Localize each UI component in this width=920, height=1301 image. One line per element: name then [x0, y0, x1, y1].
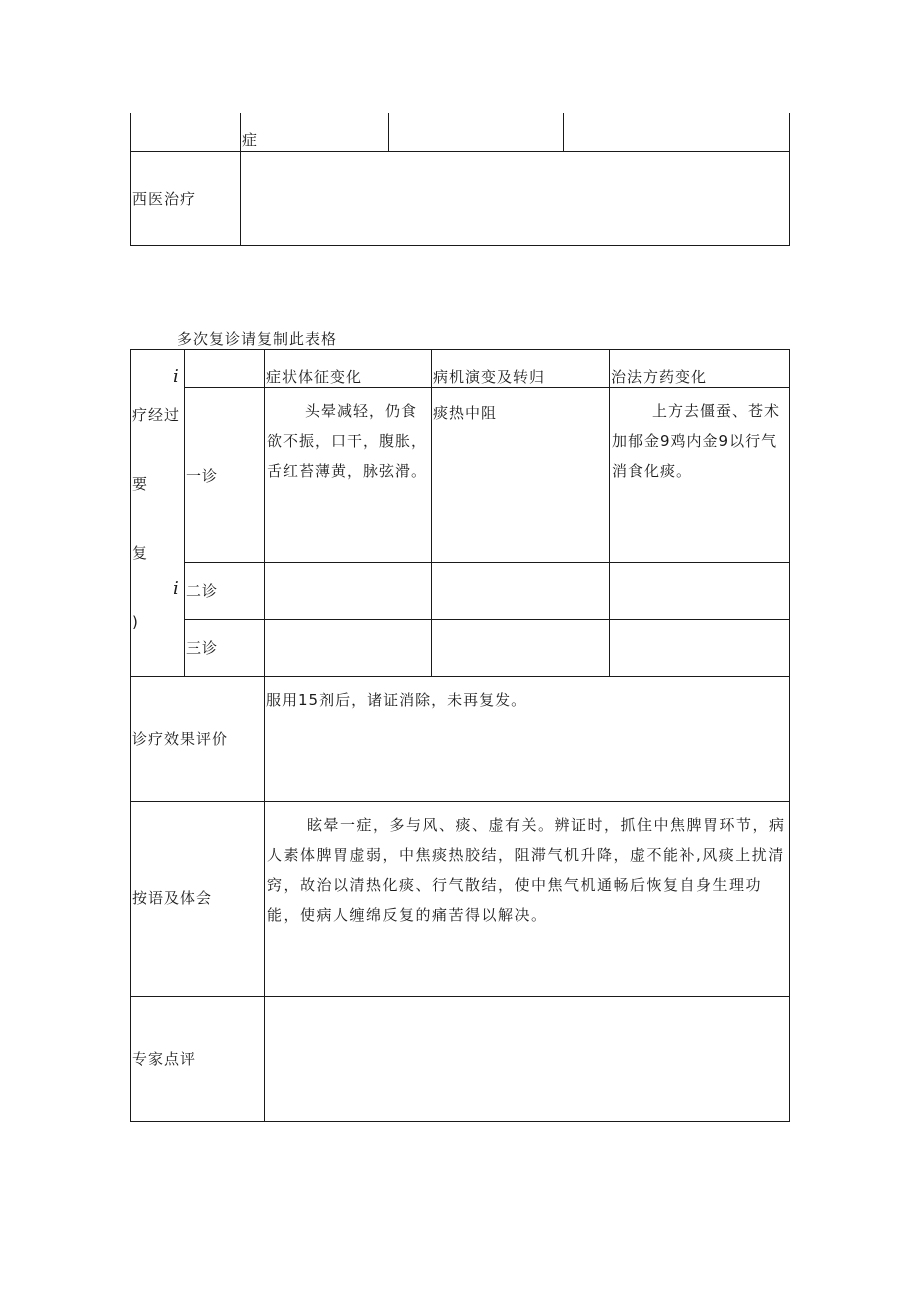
left-header-line: 疗经过: [132, 406, 181, 424]
left-header-mark-bottom: i: [173, 578, 180, 599]
top-table-border-left: [130, 113, 131, 246]
commentary-text: 眩晕一症，多与风、痰、虚有关。辨证时，抓住中焦脾胃环节，病人素体脾胃虚弱，中焦痰热胶结，阻滞气机升降，虚不能补,风痰上扰清窍，故治以清热化痰、行气散结，使中焦气机通畅后恢复自身生理功能，使病人缠绵反复的痛苦得以解决。: [267, 816, 786, 924]
column-divider: [609, 349, 610, 677]
visit-label: 一诊: [186, 467, 219, 485]
top-table-divider: [240, 113, 241, 246]
evaluation-text: 服用15剂后，诸证消除，未再复发。: [266, 691, 528, 709]
commentary-label: 按语及体会: [132, 889, 213, 907]
left-header-line: 要: [132, 475, 149, 493]
followup-note: 多次复诊请复制此表格: [177, 330, 338, 348]
evaluation-label: 诊疗效果评价: [132, 730, 229, 748]
followup-table-border-bottom: [130, 1121, 790, 1122]
visit-row-divider: [184, 619, 790, 620]
visit-label-divider: [184, 349, 185, 677]
visit-treatment: 上方去僵蚕、苍术加郁金9鸡内金9以行气消食化痰。: [612, 402, 781, 480]
left-header-line: ): [132, 613, 139, 631]
column-header-treatment: 治法方药变化: [611, 368, 708, 386]
section-divider: [130, 996, 790, 997]
followup-table-border-right: [789, 349, 790, 1122]
top-table-divider: [563, 113, 564, 151]
visit-row-divider: [184, 562, 790, 563]
followup-header-divider: [184, 387, 790, 388]
top-table-row-divider: [130, 151, 790, 152]
left-header-mark-top: i: [173, 366, 180, 387]
column-header-pathogenesis: 病机演变及转归: [433, 368, 546, 386]
column-header-symptoms: 症状体征变化: [266, 368, 363, 386]
top-table-divider: [388, 113, 389, 151]
top-table-border-right: [789, 113, 790, 246]
expert-review-label: 专家点评: [132, 1050, 197, 1068]
top-table-border-bottom: [130, 245, 790, 246]
column-divider: [431, 349, 432, 677]
continuation-cell-text: 症: [242, 131, 259, 149]
left-header-line: 复: [132, 544, 149, 562]
western-treatment-label: 西医治疗: [132, 190, 197, 208]
followup-table-border-left: [130, 349, 131, 1122]
content-column-divider: [264, 349, 265, 1122]
section-divider: [130, 676, 790, 677]
visit-label: 二诊: [186, 582, 219, 600]
visit-label: 三诊: [186, 639, 219, 657]
visit-symptoms: 头晕减轻，仍食欲不振，口干，腹胀，舌红苔薄黄，脉弦滑。: [267, 402, 428, 480]
visit-pathogenesis: 痰热中阻: [433, 404, 498, 422]
followup-table-border-top: [130, 349, 790, 350]
section-divider: [130, 801, 790, 802]
